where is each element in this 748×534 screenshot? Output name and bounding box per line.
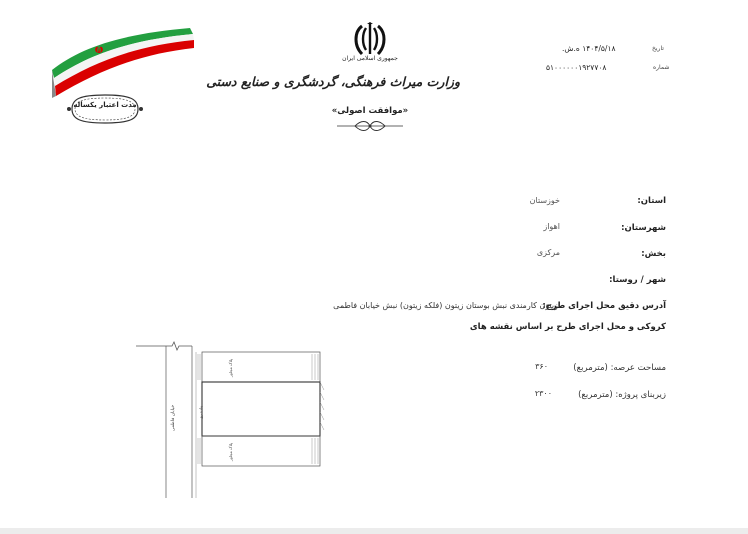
page-bottom-edge [0,528,748,534]
approval-title: «موافقت اصولی» [331,106,409,116]
number-value: ۵۱۰۰۰۰۰۰۱۹۲۷۷۰۸ [546,63,607,72]
county-label: شهرستان: [621,223,666,233]
district-value: مرکزی [536,248,560,257]
validity-badge-text: مدت اعتبار یکساله [73,101,137,109]
area-label: مساحت عرصه: (مترمربع) [573,363,666,373]
site-plan-sketch [136,340,328,500]
district-label: بخش: [641,249,666,259]
address-label: آدرس دقیق محل اجرای طرح: [542,301,666,311]
validity-badge-icon [66,92,144,126]
street-label: خیابان فاطمی [171,404,176,432]
address-value: زیتون کارمندی نبش بوستان زیتون (فلکه زیتون) نبش خیابان فاطمی [333,301,558,310]
neighbor-top-label: پلاک مجاور [228,358,233,378]
province-value: خوزستان [529,196,560,205]
iran-emblem-icon [350,22,390,58]
ministry-title: وزارت میراث فرهنگی، گردشگری و صنایع دستی [206,74,460,89]
area-value: ۳۶۰ [535,362,548,371]
built-area-label: زیربنای پروژه: (مترمربع) [578,390,666,400]
neighbor-bottom-label: پلاک مجاور [228,442,233,462]
sidewalk-label: پیاده رو [198,405,203,419]
republic-title: جمهوری اسلامی ایران [342,55,398,62]
city-label: شهر / روستا: [609,275,666,285]
built-area-value: ۲۳۰۰ [534,389,552,398]
date-value: ۱۴۰۴/۵/۱۸ ه.ش. [562,44,616,53]
county-value: اهواز [543,222,560,231]
date-label: تاریخ [652,45,664,52]
province-label: استان: [637,196,666,206]
sketch-label: کروکی و محل اجرای طرح بر اساس نقشه های [469,322,666,332]
ornament-divider-icon [335,120,405,132]
number-label: شماره [653,64,670,71]
